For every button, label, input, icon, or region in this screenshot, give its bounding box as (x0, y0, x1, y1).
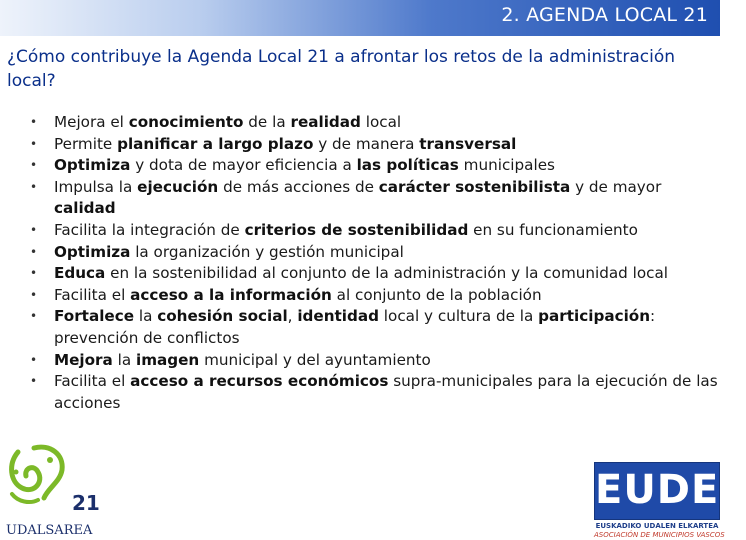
bullet-text: la (134, 307, 158, 326)
bullet-dot: • (30, 352, 38, 367)
bullet-emphasis: realidad (290, 113, 361, 131)
bullet-text: municipal y del ayuntamiento (199, 350, 431, 369)
bullet-text: Mejora el (54, 113, 129, 131)
bullet-item (30, 350, 720, 372)
eudel-subtitle-basque: EUSKADIKO UDALEN ELKARTEA (595, 522, 719, 530)
bullet-text: Facilita el (54, 372, 131, 391)
bullet-dot: • (30, 222, 38, 237)
bullet-text: en la sostenibilidad al conjunto de la administración y la comunidad local (105, 264, 669, 283)
bullet-emphasis: identidad (297, 307, 379, 326)
eudel-logo (594, 462, 746, 520)
bullet-emphasis: las políticas (356, 156, 459, 175)
bullet-item (30, 134, 720, 156)
bullet-text: de más acciones de (218, 177, 379, 196)
bullet-dot: • (30, 309, 38, 324)
bullet-text: la (112, 350, 136, 369)
bullet-item (30, 177, 720, 220)
bullet-item (30, 371, 720, 414)
bullet-item (30, 220, 720, 242)
udalsarea-logo (4, 442, 100, 538)
bullet-item (30, 285, 720, 307)
bullet-dot: • (30, 287, 38, 302)
bullet-emphasis: planificar a largo plazo (117, 134, 314, 153)
eudel-name: EUDEL (595, 467, 746, 513)
bullet-emphasis: ejecución (137, 177, 219, 196)
bullet-dot: • (30, 244, 38, 259)
udalsarea-number: 21 (72, 491, 100, 515)
bullet-text: local y cultura de la (378, 307, 539, 326)
bullet-dot: • (30, 158, 38, 173)
slide-question: ¿Cómo contribuye la Agenda Local 21 a afrontar los retos de la administración local? (7, 47, 675, 91)
bullet-text: la organización y gestión municipal (130, 242, 404, 261)
bullet-item (30, 306, 720, 349)
bullet-emphasis: participación (538, 307, 651, 326)
bullet-text: , (287, 307, 298, 326)
bullet-emphasis: imagen (135, 350, 200, 369)
bullet-emphasis: criterios de sostenibilidad (244, 220, 469, 239)
bullet-text: municipales (458, 156, 555, 175)
bullet-item (30, 263, 720, 285)
bullet-text: : prevención de conflictos (54, 307, 656, 347)
udalsarea-name: UDALSAREA (6, 523, 93, 538)
bullet-item (30, 242, 720, 264)
bullet-text: de la (243, 113, 291, 131)
bullet-dot: • (30, 136, 38, 151)
bullet-emphasis: Fortalece (54, 307, 135, 326)
bullet-text: local (360, 113, 402, 131)
bullet-text: y de manera (313, 134, 420, 153)
bullet-emphasis: acceso a recursos económicos (130, 372, 389, 391)
bullet-dot: • (30, 115, 38, 129)
bullet-text: y de mayor (570, 177, 662, 196)
bullet-text: al conjunto de la población (331, 285, 542, 304)
bullet-item (30, 155, 720, 177)
bullet-dot: • (30, 179, 38, 194)
header-bar (0, 0, 720, 36)
bullet-emphasis: acceso a la información (130, 285, 332, 304)
bullet-dot: • (30, 266, 38, 281)
bullet-emphasis: Optimiza (54, 242, 131, 261)
bullet-text: y dota de mayor eficiencia a (130, 156, 357, 175)
bullet-emphasis: Optimiza (54, 156, 131, 175)
bullet-emphasis: calidad (54, 199, 116, 218)
bullet-emphasis: cohesión social (157, 307, 288, 326)
bullet-list (30, 112, 720, 414)
bullet-text: Impulsa la (54, 177, 138, 196)
eudel-subtitle-spanish: ASOCIACIÓN DE MUNICIPIOS VASCOS (594, 531, 725, 539)
slide-title: 2. AGENDA LOCAL 21 (501, 4, 708, 26)
bullet-emphasis: transversal (419, 134, 517, 153)
bullet-text: Facilita el (54, 285, 131, 304)
bullet-item (30, 112, 720, 134)
bullet-dot: • (30, 374, 38, 389)
bullet-emphasis: Educa (54, 264, 106, 283)
bullet-text: Facilita la integración de (54, 220, 245, 239)
bullet-text: en su funcionamiento (468, 220, 638, 239)
bullet-text: supra-municipales para la ejecución de las acciones (54, 372, 718, 412)
bullet-emphasis: carácter sostenibilista (378, 177, 571, 196)
bullet-text: Permite (54, 134, 118, 153)
bullet-emphasis: Mejora (54, 350, 113, 369)
bullet-emphasis: conocimiento (128, 113, 244, 131)
